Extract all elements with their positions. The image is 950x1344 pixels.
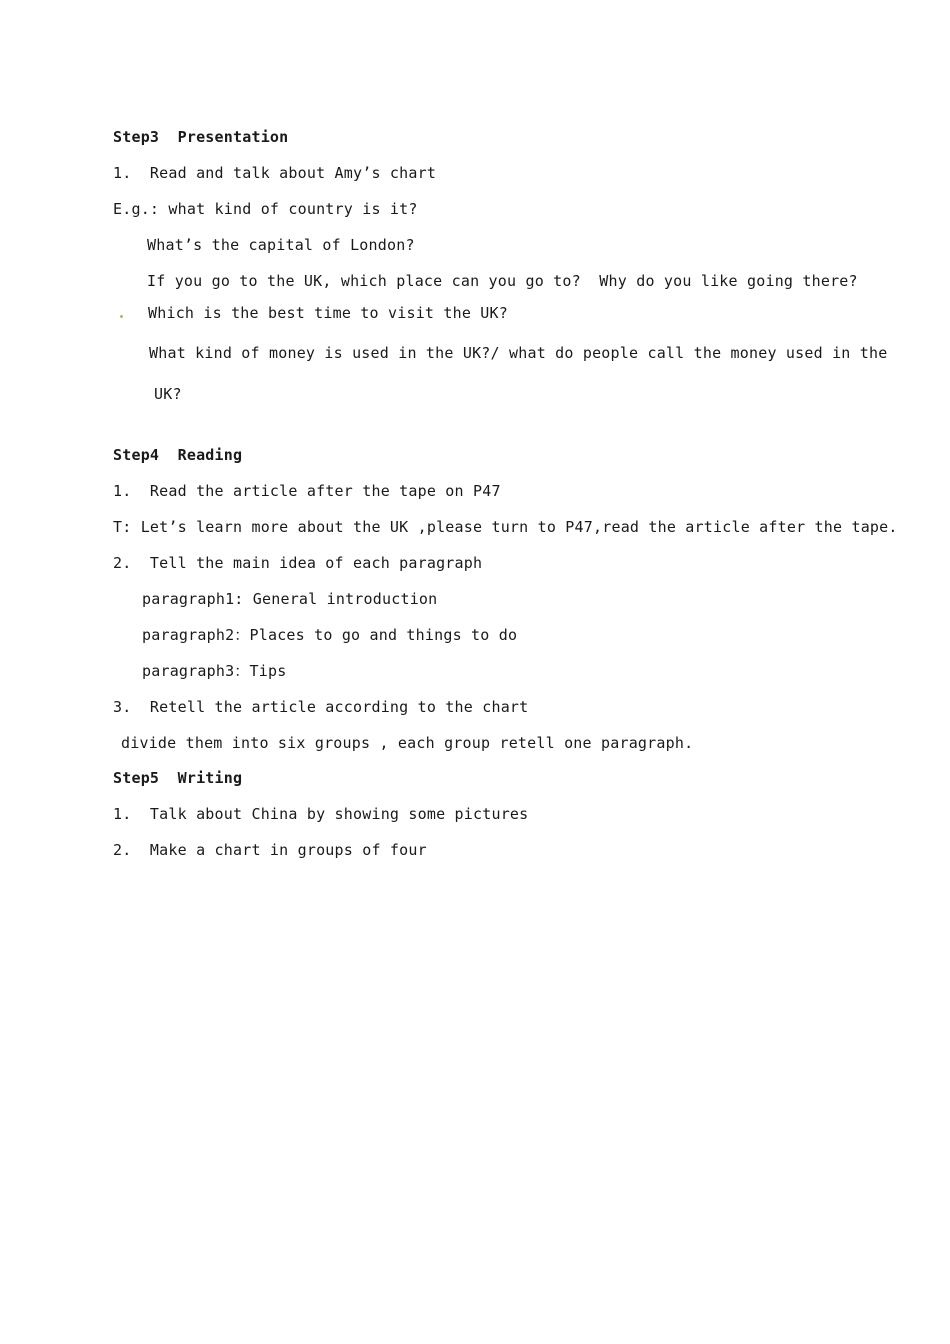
step5-item-2: 2. Make a chart in groups of four bbox=[113, 841, 427, 859]
step3-question-3: Which is the best time to visit the UK? bbox=[148, 304, 508, 322]
step3-question-1: What’s the capital of London? bbox=[147, 236, 415, 254]
step4-teacher-line: T: Let’s learn more about the UK ,please turn to P47,read the article after the tape. bbox=[113, 518, 898, 536]
step3-heading: Step3 Presentation bbox=[113, 128, 289, 146]
step5-item-1: 1. Talk about China by showing some pictures bbox=[113, 805, 529, 823]
step4-item-1: 1. Read the article after the tape on P47 bbox=[113, 482, 501, 500]
step4-paragraph-1: paragraph1: General introduction bbox=[142, 590, 438, 608]
step3-question-4b: UK? bbox=[154, 385, 182, 403]
step4-divide-line: divide them into six groups , each group retell one paragraph. bbox=[121, 734, 694, 752]
step3-question-2: If you go to the UK, which place can you go to? Why do you like going there? bbox=[147, 272, 858, 290]
step4-heading: Step4 Reading bbox=[113, 446, 243, 464]
step3-example: E.g.: what kind of country is it? bbox=[113, 200, 418, 218]
step3-item-1: 1. Read and talk about Amy’s chart bbox=[113, 164, 437, 182]
step4-item-3: 3. Retell the article according to the chart bbox=[113, 698, 529, 716]
step4-paragraph-2: paragraph2：Places to go and things to do bbox=[142, 626, 518, 644]
step3-question-4a: What kind of money is used in the UK?/ what do people call the money used in the bbox=[149, 344, 888, 362]
step4-paragraph-3: paragraph3：Tips bbox=[142, 662, 287, 680]
step5-heading: Step5 Writing bbox=[113, 769, 243, 787]
step4-item-2: 2. Tell the main idea of each paragraph bbox=[113, 554, 483, 572]
stray-mark bbox=[120, 315, 123, 318]
